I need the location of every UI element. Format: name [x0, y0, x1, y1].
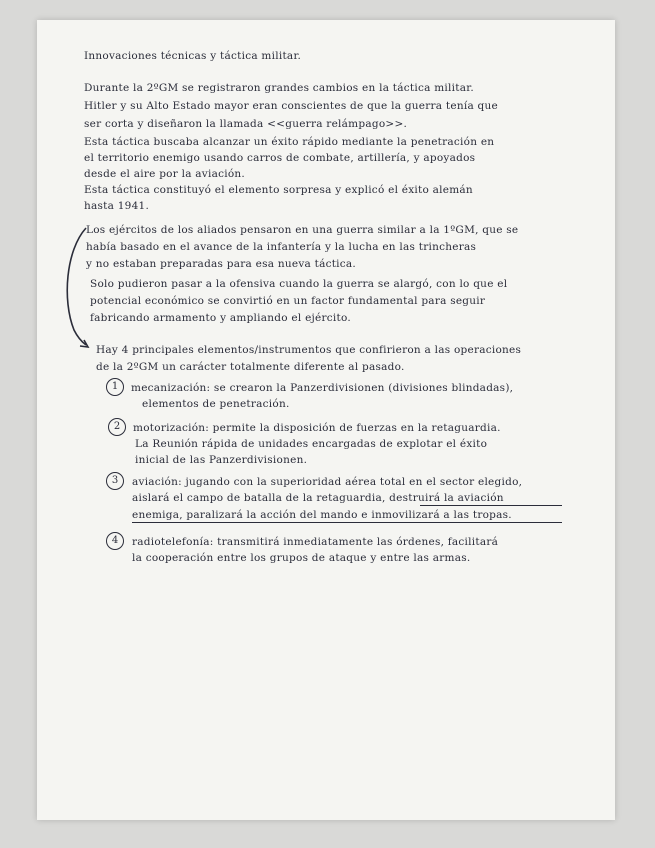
paragraph1-line-4: Esta táctica buscaba alcanzar un éxito rápido mediante la penetración en — [84, 136, 495, 148]
item-number-1: 1 — [106, 378, 124, 396]
paragraph3-line-3: fabricando armamento y ampliando el ejército. — [90, 312, 351, 324]
intro-line-2: de la 2ºGM un carácter totalmente diferente al pasado. — [96, 361, 405, 373]
paragraph3-line-2: potencial económico se convirtió en un factor fundamental para seguir — [90, 295, 486, 307]
paragraph1-line-6: desde el aire por la aviación. — [84, 168, 246, 180]
item3-underline-2 — [132, 522, 562, 523]
paragraph1-line-3: ser corta y diseñaron la llamada <<guerra relámpago>>. — [84, 118, 408, 130]
item4-line-1: radiotelefonía: transmitirá inmediatamente las órdenes, facilitará — [132, 536, 499, 548]
paragraph1-line-7: Esta táctica constituyó el elemento sorpresa y explicó el éxito alemán — [84, 184, 473, 196]
item1-line-2: elementos de penetración. — [142, 398, 290, 410]
paragraph1-line-1: Durante la 2ºGM se registraron grandes cambios en la táctica militar. — [84, 82, 474, 94]
paragraph1-line-2: Hitler y su Alto Estado mayor eran conscientes de que la guerra tenía que — [84, 100, 498, 112]
item2-line-2: La Reunión rápida de unidades encargadas de explotar el éxito — [135, 438, 488, 450]
item3-underline-1 — [420, 505, 562, 506]
item3-line-1: aviación: jugando con la superioridad aérea total en el sector elegido, — [132, 476, 523, 488]
item1-line-1: mecanización: se crearon la Panzerdivisionen (divisiones blindadas), — [131, 382, 514, 394]
item3-line-2: aislará el campo de batalla de la retaguardia, destruirá la aviación — [132, 492, 504, 504]
paragraph3-line-1: Solo pudieron pasar a la ofensiva cuando la guerra se alargó, con lo que el — [90, 278, 508, 290]
paragraph2-line-3: y no estaban preparadas para esa nueva táctica. — [86, 258, 357, 270]
paragraph1-line-8: hasta 1941. — [84, 200, 150, 212]
item-number-2: 2 — [108, 418, 126, 436]
item-number-3: 3 — [106, 472, 124, 490]
item2-line-1: motorización: permite la disposición de fuerzas en la retaguardia. — [133, 422, 501, 434]
item3-line-3: enemiga, paralizará la acción del mando e inmovilizará a las tropas. — [132, 509, 512, 521]
item2-line-3: inicial de las Panzerdivisionen. — [135, 454, 308, 466]
page-title: Innovaciones técnicas y táctica militar. — [84, 50, 302, 62]
paragraph1-line-5: el territorio enemigo usando carros de combate, artillería, y apoyados — [84, 152, 476, 164]
item-number-4: 4 — [106, 532, 124, 550]
item4-line-2: la cooperación entre los grupos de ataque y entre las armas. — [132, 552, 471, 564]
paragraph2-line-2: había basado en el avance de la infantería y la lucha en las trincheras — [86, 241, 477, 253]
intro-line-1: Hay 4 principales elementos/instrumentos que confirieron a las operaciones — [96, 344, 522, 356]
paragraph2-line-1: Los ejércitos de los aliados pensaron en una guerra similar a la 1ºGM, que se — [86, 224, 519, 236]
